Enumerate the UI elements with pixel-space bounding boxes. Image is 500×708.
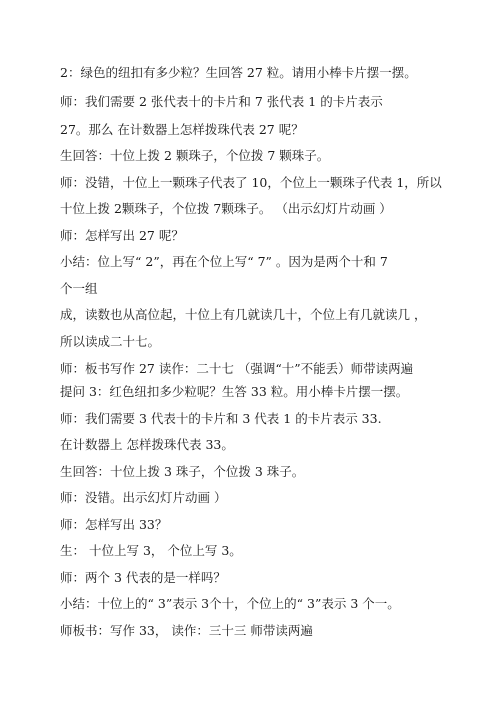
text-line-8: 小结：位上写“ 2”，再在个位上写“ 7” 。因为是两个十和 7: [60, 254, 388, 269]
text-line-15: 在计数器上 怎样拨珠代表 33。: [60, 437, 234, 452]
text-line-17: 师：没错。出示幻灯片动画 ）: [60, 490, 227, 505]
text-line-4: 生回答：十位上拨 2 颗珠子，个位拨 7 颗珠子。: [60, 148, 330, 163]
text-line-1: 2：绿色的纽扣有多少粒？生回答 27 粒。请用小棒卡片摆一摆。: [60, 65, 417, 80]
text-line-3: 27。那么 在计数器上怎样拨珠代表 27 呢？: [60, 122, 304, 137]
text-line-19: 生： 十位上写 3， 个位上写 3。: [60, 543, 242, 558]
text-line-20: 师：两个 3 代表的是一样吗？: [60, 570, 226, 585]
text-line-13: 提问 3：红色纽扣多少粒呢？生答 33 粒。用小棒卡片摆一摆。: [60, 384, 409, 399]
text-line-7: 师：怎样写出 27 呢？: [60, 228, 184, 243]
text-line-14: 师：我们需要 3 代表十的卡片和 3 代表 1 的卡片表示 33.: [60, 411, 382, 426]
text-line-18: 师：怎样写出 33？: [60, 517, 168, 532]
text-line-16: 生回答：十位上拨 3 珠子，个位拨 3 珠子。: [60, 464, 305, 479]
text-line-2: 师：我们需要 2 张代表十的卡片和 7 张代表 1 的卡片表示: [60, 94, 383, 109]
text-line-9: 个一组: [60, 281, 98, 296]
text-line-12: 师：板书写作 27 读作：二十七 （强调“十”不能丢）师带读两遍: [60, 361, 414, 376]
text-line-5: 师：没错，十位上一颗珠子代表了 10，个位上一颗珠子代表 1，所以: [60, 175, 442, 190]
text-line-22: 师板书：写作 33， 读作：三十三 师带读两遍: [60, 623, 313, 638]
text-line-21: 小结：十位上的“ 3”表示 3个十，个位上的“ 3”表示 3 个一。: [60, 596, 400, 611]
text-line-6: 十位上拨 2颗珠子，个位拨 7颗珠子。 （出示幻灯片动画 ）: [60, 201, 392, 216]
text-line-11: 所以读成二十七。: [60, 334, 161, 349]
text-line-10: 成，读数也从高位起，十位上有几就读几十，个位上有几就读几 ，: [60, 307, 427, 322]
